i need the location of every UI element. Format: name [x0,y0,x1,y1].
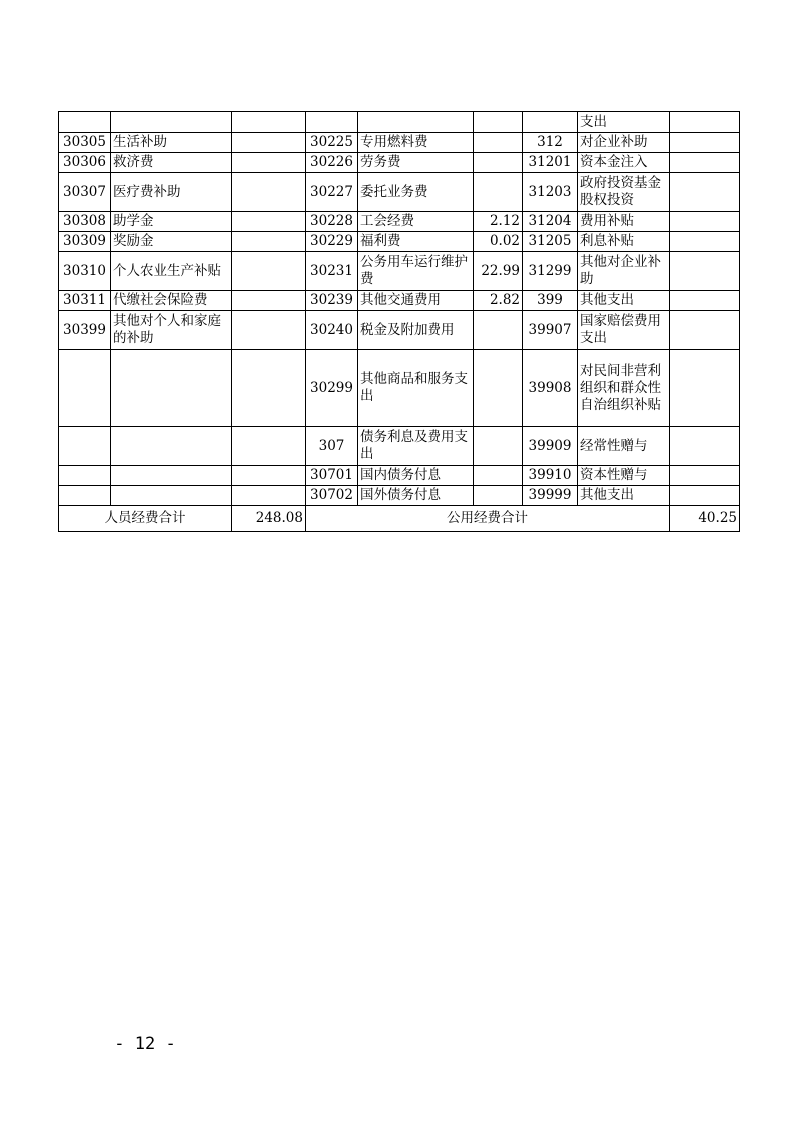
code-cell-1: 30311 [59,291,111,311]
name-cell-1 [111,466,232,486]
amount-cell-2 [474,350,523,427]
code-cell-3: 31299 [523,252,578,291]
code-cell-2: 30299 [306,350,358,427]
name-cell-3: 其他支出 [578,291,670,311]
personnel-total-value: 248.08 [232,506,306,532]
name-cell-3: 其他对企业补助 [578,252,670,291]
amount-cell-3 [670,466,740,486]
name-cell-3: 利息补贴 [578,232,670,252]
code-cell-1: 30305 [59,133,111,153]
name-cell-3: 对民间非营利组织和群众性自治组织补贴 [578,350,670,427]
code-cell-1 [59,486,111,506]
code-cell-3: 31201 [523,153,578,173]
table-row [59,173,740,212]
amount-cell-2 [474,486,523,506]
code-cell-2: 30229 [306,232,358,252]
amount-cell-3 [670,153,740,173]
code-cell-1: 30309 [59,232,111,252]
name-cell-2: 国内债务付息 [358,466,474,486]
code-cell-1 [59,466,111,486]
expenditure-table [58,111,740,532]
amount-cell-2 [474,173,523,212]
page-number: - 12 - [114,1034,176,1054]
code-cell-3: 31204 [523,212,578,232]
amount-cell-3 [670,427,740,466]
amount-cell-1 [232,112,306,133]
amount-cell-2 [474,153,523,173]
amount-cell-2: 0.02 [474,232,523,252]
name-cell-2: 专用燃料费 [358,133,474,153]
name-cell-2: 其他交通费用 [358,291,474,311]
public-total-label: 公用经费合计 [306,506,670,532]
name-cell-3: 支出 [578,112,670,133]
code-cell-1: 30310 [59,252,111,291]
name-cell-1: 代缴社会保险费 [111,291,232,311]
code-cell-2: 30227 [306,173,358,212]
name-cell-2: 债务利息及费用支出 [358,427,474,466]
amount-cell-1 [232,311,306,350]
amount-cell-2 [474,427,523,466]
amount-cell-3 [670,133,740,153]
code-cell-3: 39999 [523,486,578,506]
table-row [59,427,740,466]
amount-cell-3 [670,252,740,291]
name-cell-2: 劳务费 [358,153,474,173]
amount-cell-1 [232,133,306,153]
name-cell-3: 资本金注入 [578,153,670,173]
amount-cell-3 [670,350,740,427]
amount-cell-2: 2.12 [474,212,523,232]
code-cell-3: 31205 [523,232,578,252]
code-cell-1 [59,427,111,466]
name-cell-2 [358,112,474,133]
table-row [59,466,740,486]
table-row [59,212,740,232]
name-cell-1: 助学金 [111,212,232,232]
code-cell-1 [59,112,111,133]
code-cell-3 [523,112,578,133]
table-row [59,133,740,153]
amount-cell-1 [232,173,306,212]
name-cell-2: 福利费 [358,232,474,252]
name-cell-3: 政府投资基金股权投资 [578,173,670,212]
name-cell-2: 国外债务付息 [358,486,474,506]
code-cell-2: 30226 [306,153,358,173]
code-cell-1: 30306 [59,153,111,173]
table-row [59,112,740,133]
name-cell-2: 公务用车运行维护费 [358,252,474,291]
code-cell-3: 39908 [523,350,578,427]
name-cell-3: 资本性赠与 [578,466,670,486]
table-row [59,252,740,291]
name-cell-1 [111,112,232,133]
name-cell-1 [111,427,232,466]
amount-cell-3 [670,311,740,350]
code-cell-3: 399 [523,291,578,311]
amount-cell-1 [232,486,306,506]
name-cell-1 [111,486,232,506]
amount-cell-1 [232,252,306,291]
name-cell-2: 其他商品和服务支出 [358,350,474,427]
amount-cell-1 [232,212,306,232]
amount-cell-1 [232,232,306,252]
name-cell-3: 国家赔偿费用支出 [578,311,670,350]
code-cell-3: 39909 [523,427,578,466]
amount-cell-2 [474,112,523,133]
code-cell-2: 30702 [306,486,358,506]
amount-cell-1 [232,291,306,311]
name-cell-2: 税金及附加费用 [358,311,474,350]
amount-cell-2 [474,466,523,486]
table-row [59,311,740,350]
name-cell-2: 委托业务费 [358,173,474,212]
code-cell-3: 312 [523,133,578,153]
personnel-total-label: 人员经费合计 [59,506,232,532]
code-cell-1: 30308 [59,212,111,232]
code-cell-1: 30399 [59,311,111,350]
amount-cell-1 [232,427,306,466]
name-cell-1: 医疗费补助 [111,173,232,212]
code-cell-2: 307 [306,427,358,466]
code-cell-1 [59,350,111,427]
name-cell-1 [111,350,232,427]
code-cell-2: 30228 [306,212,358,232]
public-total-value: 40.25 [670,506,740,532]
amount-cell-3 [670,232,740,252]
name-cell-1: 奖励金 [111,232,232,252]
code-cell-3: 31203 [523,173,578,212]
table-row [59,350,740,427]
amount-cell-2 [474,311,523,350]
table-row [59,486,740,506]
amount-cell-3 [670,486,740,506]
name-cell-1: 生活补助 [111,133,232,153]
amount-cell-2: 2.82 [474,291,523,311]
name-cell-1: 个人农业生产补贴 [111,252,232,291]
name-cell-1: 救济费 [111,153,232,173]
amount-cell-1 [232,153,306,173]
amount-cell-3 [670,212,740,232]
amount-cell-2: 22.99 [474,252,523,291]
code-cell-3: 39910 [523,466,578,486]
code-cell-3: 39907 [523,311,578,350]
code-cell-2: 30239 [306,291,358,311]
table-row [59,291,740,311]
code-cell-2 [306,112,358,133]
code-cell-2: 30240 [306,311,358,350]
name-cell-1: 其他对个人和家庭的补助 [111,311,232,350]
totals-row [59,506,740,532]
table-row [59,153,740,173]
name-cell-3: 经常性赠与 [578,427,670,466]
name-cell-3: 其他支出 [578,486,670,506]
name-cell-2: 工会经费 [358,212,474,232]
table-row [59,232,740,252]
amount-cell-1 [232,350,306,427]
code-cell-1: 30307 [59,173,111,212]
name-cell-3: 费用补贴 [578,212,670,232]
name-cell-3: 对企业补助 [578,133,670,153]
amount-cell-3 [670,112,740,133]
amount-cell-3 [670,291,740,311]
amount-cell-1 [232,466,306,486]
amount-cell-3 [670,173,740,212]
code-cell-2: 30701 [306,466,358,486]
code-cell-2: 30231 [306,252,358,291]
code-cell-2: 30225 [306,133,358,153]
amount-cell-2 [474,133,523,153]
